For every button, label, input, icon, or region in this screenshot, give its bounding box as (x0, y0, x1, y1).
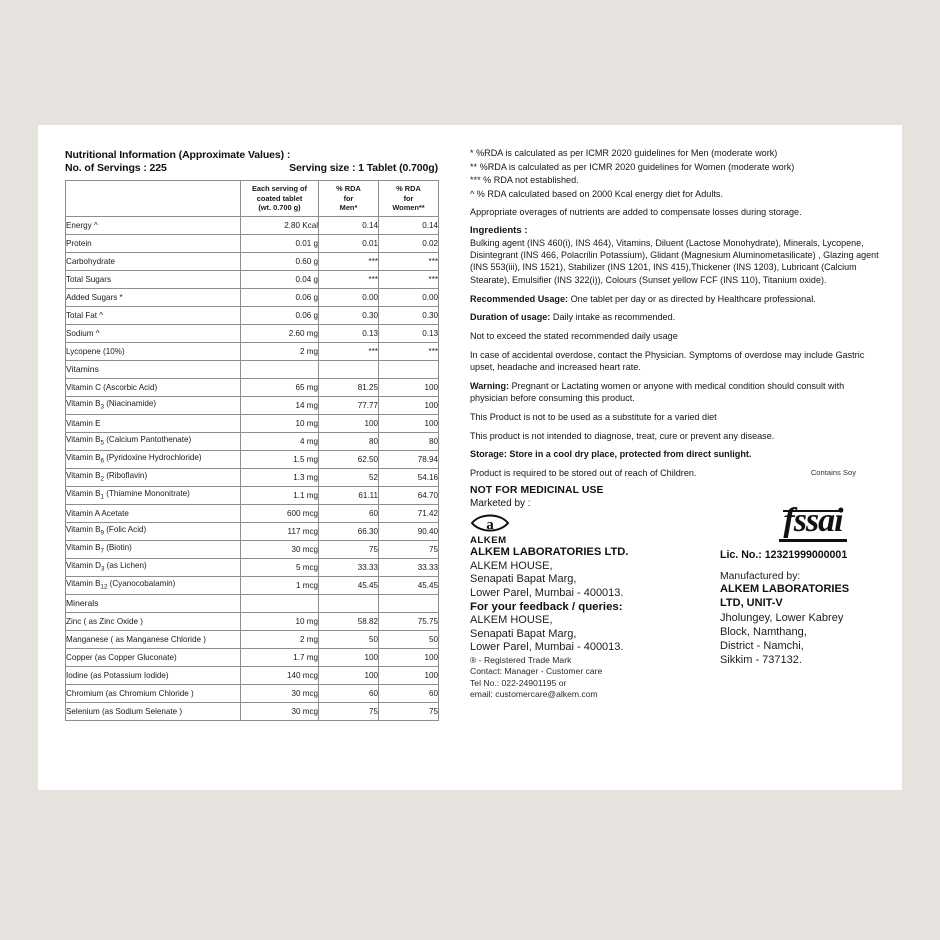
nutritional-information-title: Nutritional Information (Approximate Values) : (65, 149, 291, 161)
cell-rda-men: 60 (319, 684, 379, 702)
cell-serving-amount: 30 mcg (241, 540, 319, 558)
cell-serving-amount: 30 mcg (241, 702, 319, 720)
nutrient-name: Vitamin $B_6$ (Pyridoxine Hydrochloride) (66, 453, 202, 465)
table-row (66, 666, 439, 684)
manufacturer-company-line2: LTD, UNIT-V (720, 596, 783, 609)
header-rda-women-line2: for (403, 193, 414, 203)
not-diagnose-statement: This product is not intended to diagnose, treat, cure or prevent any disease. (470, 430, 775, 441)
nutrient-name: Manganese ( as Manganese Chloride ) (66, 634, 206, 644)
nutrient-subscript: 12 (100, 583, 108, 591)
nutrient-name: Iodine (as Potassium Iodide) (66, 670, 169, 680)
cell-nutrient (66, 234, 241, 252)
cell-rda-women: 100 (379, 378, 439, 396)
cell-rda-men: 61.11 (319, 486, 379, 504)
cell-rda-women: *** (379, 342, 439, 360)
cell-rda-men: 66.30 (319, 522, 379, 540)
cell-rda-men: 100 (319, 666, 379, 684)
table-row (66, 234, 439, 252)
cell-rda-men: 75 (319, 702, 379, 720)
cell-rda-men: 80 (319, 432, 379, 450)
table-row (66, 576, 439, 594)
feedback-address-line2: Senapati Bapat Marg, (470, 627, 577, 640)
cell-serving-amount: 1.7 mg (241, 648, 319, 666)
feedback-heading: For your feedback / queries: (470, 601, 623, 614)
feedback-address-line3: Lower Parel, Mumbai - 400013. (470, 641, 624, 654)
nutrient-name: Total Fat ^ (66, 310, 104, 320)
cell-nutrient (66, 540, 241, 558)
header-rda-men (319, 181, 379, 217)
manufactured-by-label: Manufactured by: (720, 571, 801, 583)
nutrient-name: Vitamin $B_{12}$ (Cyanocobalamin) (66, 579, 176, 591)
cell-nutrient (66, 342, 241, 360)
marketed-by-label: Marketed by : (470, 498, 531, 510)
cell-rda-men: 0.13 (319, 324, 379, 342)
cell-serving-amount: 0.60 g (241, 252, 319, 270)
overdose-statement: In case of accidental overdose, contact the Physician. Symptoms of overdose may include Gastric upset, headache and increased heart rate. (470, 349, 865, 373)
header-serving-line3: (wt. 0.700 g) (258, 203, 301, 212)
manufacturer-address-line4: Sikkim - 737132. (720, 653, 802, 666)
cell-rda-women: 71.42 (379, 504, 439, 522)
nutrient-subscript: 6 (100, 457, 104, 465)
cell-rda-women: 100 (379, 648, 439, 666)
table-row (66, 558, 439, 576)
ingredients-list: Bulking agent (INS 460(i), INS 464), Vitamins, Diluent (Lactose Monohydrate), Minerals, Lycopene, Disintegrant (INS 466, Polacrilin Potassium), Glidant (Magnesium Aluminometasilicate) , Glazing agent (INS 553(iii), INS 1521), Stabilizer (INS 1201, INS 415),Thickener (INS 1203), Lubricant (Calcium Stearate), Emulsifier (INS 322(i)), Colours (Sunset yellow FCF (INS 110), Titanium oxide). (470, 237, 879, 285)
ingredients-heading: Ingredients : (470, 224, 528, 236)
nutrient-name: Copper (as Copper Gluconate) (66, 652, 177, 662)
cell-rda-women: 100 (379, 396, 439, 414)
cell-rda-men: *** (319, 270, 379, 288)
table-row (66, 504, 439, 522)
cell-rda-men: 75 (319, 540, 379, 558)
cell-serving-amount: 0.01 g (241, 234, 319, 252)
cell-nutrient (66, 630, 241, 648)
storage-statement (470, 448, 882, 461)
cell-serving-amount: 0.04 g (241, 270, 319, 288)
cell-rda-women: 75.75 (379, 612, 439, 630)
fssai-wordmark: fssai (779, 504, 846, 542)
cell-rda-women: 90.40 (379, 522, 439, 540)
cell-serving-amount: 4 mg (241, 432, 319, 450)
cell-serving-amount: 1 mcg (241, 576, 319, 594)
nutrient-name: Energy ^ (66, 220, 98, 230)
manufacturer-address-line3: District - Namchi, (720, 639, 804, 652)
fssai-and-manufacturer-block (720, 504, 910, 666)
warning-text: Pregnant or Lactating women or anyone with medical condition should consult with physician before consuming this product. (470, 380, 845, 404)
cell-serving-amount: 0.06 g (241, 288, 319, 306)
nutrient-name: Selenium (as Sodium Selenate ) (66, 706, 183, 716)
nutrient-subscript: 7 (100, 547, 104, 555)
nutrient-name: Carbohydrate (66, 256, 116, 266)
cell-serving-amount: 117 mcg (241, 522, 319, 540)
nutrient-subscript: 3 (100, 403, 104, 411)
table-row (66, 396, 439, 414)
nutrient-name: Sodium ^ (66, 328, 100, 338)
cell-serving-amount: 2.60 mg (241, 324, 319, 342)
cell-nutrient (66, 486, 241, 504)
cell-nutrient (66, 414, 241, 432)
footnote-rda-women: ** %RDA is calculated as per ICMR 2020 guidelines for Women (moderate work) (470, 161, 795, 172)
cell-rda-men: 45.45 (319, 576, 379, 594)
fssai-logo-icon (738, 504, 888, 542)
cell-serving-amount: 2.80 Kcal (241, 216, 319, 234)
cell-nutrient (66, 558, 241, 576)
cell-nutrient (66, 666, 241, 684)
cell-serving-amount: 2 mg (241, 630, 319, 648)
nutrient-name: Total Sugars (66, 274, 111, 284)
contact-person: Contact: Manager - Customer care (470, 666, 603, 677)
cell-nutrient (66, 684, 241, 702)
cell-rda-men: 58.82 (319, 612, 379, 630)
serving-size: Serving size : 1 Tablet (0.700g) (289, 162, 438, 174)
storage-text: Storage: Store in a cool dry place, protected from direct sunlight. (470, 449, 752, 460)
table-row (66, 468, 439, 486)
section-blank-men (319, 360, 379, 378)
not-substitute-statement: This Product is not to be used as a substitute for a varied diet (470, 411, 717, 422)
nutrient-name: Vitamin $B_7$ (Biotin) (66, 543, 132, 555)
nutrient-name: Vitamin $D_3$ (as Lichen) (66, 561, 147, 573)
header-nutrient (66, 181, 241, 217)
nutrient-subscript: 1 (100, 493, 104, 501)
nutrition-table (65, 180, 439, 721)
recommended-usage-label: Recommended Usage: (470, 293, 569, 304)
section-label: Vitamins (66, 360, 241, 378)
cell-rda-men: 100 (319, 414, 379, 432)
nutrient-name: Chromium (as Chromium Chloride ) (66, 688, 194, 698)
cell-rda-women: *** (379, 270, 439, 288)
marketer-block (470, 498, 698, 700)
cell-serving-amount: 1.1 mg (241, 486, 319, 504)
warning-statement (470, 380, 882, 405)
nutrient-name: Zinc ( as Zinc Oxide ) (66, 616, 143, 626)
cell-rda-women: 100 (379, 666, 439, 684)
cell-rda-women: 54.16 (379, 468, 439, 486)
alkem-logo-icon (470, 512, 510, 534)
table-row (66, 648, 439, 666)
table-row (66, 324, 439, 342)
footnote-rda-not-established: *** % RDA not established. (470, 175, 579, 186)
cell-rda-men: *** (319, 252, 379, 270)
cell-rda-women: 0.14 (379, 216, 439, 234)
serving-header-row (65, 162, 438, 175)
table-section-header (66, 360, 439, 378)
recommended-usage-text: One tablet per day or as directed by Healthcare professional. (568, 293, 816, 304)
footnote-energy-basis: ^ % RDA calculated based on 2000 Kcal energy diet for Adults. (470, 188, 723, 199)
cell-nutrient (66, 504, 241, 522)
cell-rda-men: 0.30 (319, 306, 379, 324)
table-row (66, 216, 439, 234)
number-of-servings: No. of Servings : 225 (65, 162, 167, 174)
feedback-address-line1: ALKEM HOUSE, (470, 614, 553, 627)
cell-rda-women: 60 (379, 684, 439, 702)
cell-serving-amount: 5 mcg (241, 558, 319, 576)
header-serving-line2: coated tablet (256, 193, 303, 203)
table-row (66, 684, 439, 702)
header-serving-line1: Each serving of (251, 184, 308, 193)
duration-text: Daily intake as recommended. (550, 312, 676, 323)
cell-serving-amount: 140 mcg (241, 666, 319, 684)
nutrient-name: Vitamin $B_1$ (Thiamine Mononitrate) (66, 489, 190, 501)
nutrient-name: Added Sugars * (66, 292, 123, 302)
fssai-licence-number: Lic. No.: 12321999000001 (720, 549, 848, 562)
cell-nutrient (66, 522, 241, 540)
cell-serving-amount: 0.06 g (241, 306, 319, 324)
cell-nutrient (66, 288, 241, 306)
manufacturer-address-line2: Block, Namthang, (720, 625, 807, 638)
cell-rda-men: 100 (319, 648, 379, 666)
cell-serving-amount: 1.5 mg (241, 450, 319, 468)
not-exceed-statement: Not to exceed the stated recommended daily usage (470, 330, 678, 341)
cell-nutrient (66, 612, 241, 630)
cell-nutrient (66, 432, 241, 450)
table-row (66, 540, 439, 558)
table-row (66, 288, 439, 306)
cell-rda-men: 33.33 (319, 558, 379, 576)
nutrient-name: Protein (66, 238, 92, 248)
table-row (66, 522, 439, 540)
marketer-address-line1: ALKEM HOUSE, (470, 559, 553, 572)
cell-serving-amount: 600 mcg (241, 504, 319, 522)
table-row (66, 486, 439, 504)
table-row (66, 450, 439, 468)
nutrient-subscript: 3 (100, 565, 105, 573)
nutrient-name: Vitamin $B_3$ (Niacinamide) (66, 399, 157, 411)
cell-rda-women: 80 (379, 432, 439, 450)
table-header-row (66, 181, 439, 217)
nutrient-name: Vitamin C (Ascorbic Acid) (66, 382, 158, 392)
nutrient-subscript: 5 (100, 439, 104, 447)
cell-rda-men: *** (319, 342, 379, 360)
cell-rda-women: 33.33 (379, 558, 439, 576)
table-row (66, 702, 439, 720)
not-for-medicinal-use: NOT FOR MEDICINAL USE (470, 485, 604, 497)
table-row (66, 432, 439, 450)
nutrient-name: Vitamin $B_5$ (Calcium Pantothenate) (66, 435, 192, 447)
nutrient-name: Vitamin A Acetate (66, 508, 129, 518)
duration-of-usage (470, 311, 882, 324)
cell-serving-amount: 10 mg (241, 612, 319, 630)
cell-rda-men: 0.00 (319, 288, 379, 306)
nutrient-name: Vitamin $B_9$ (Folic Acid) (66, 525, 147, 537)
header-rda-men-line3: Men* (339, 203, 358, 212)
section-blank-men (319, 594, 379, 612)
cell-nutrient (66, 702, 241, 720)
header-rda-women-line3: Women** (392, 203, 425, 212)
cell-nutrient (66, 576, 241, 594)
duration-label: Duration of usage: (470, 312, 551, 323)
cell-nutrient (66, 216, 241, 234)
cell-rda-men: 62.50 (319, 450, 379, 468)
contains-soy-allergen: Contains Soy (810, 467, 856, 477)
cell-serving-amount: 10 mg (241, 414, 319, 432)
cell-rda-women: 100 (379, 414, 439, 432)
contact-email: email: customercare@alkem.com (470, 689, 598, 700)
header-serving (241, 181, 319, 217)
cell-rda-men: 0.14 (319, 216, 379, 234)
manufacturer-company-line1: ALKEM LABORATORIES (720, 583, 850, 596)
cell-rda-women: 0.02 (379, 234, 439, 252)
nutrient-subscript: 9 (100, 529, 104, 537)
table-row (66, 612, 439, 630)
cell-rda-women: 75 (379, 540, 439, 558)
cell-rda-men: 60 (319, 504, 379, 522)
cell-rda-women: 0.13 (379, 324, 439, 342)
header-rda-men-line2: for (343, 193, 354, 203)
cell-rda-men: 77.77 (319, 396, 379, 414)
nutrition-label-card (38, 125, 902, 790)
cell-rda-women: 0.00 (379, 288, 439, 306)
footer-blocks (470, 498, 882, 700)
nutrition-panel (65, 149, 445, 721)
warning-label: Warning: (470, 380, 510, 391)
cell-rda-women: 0.30 (379, 306, 439, 324)
cell-serving-amount: 14 mg (241, 396, 319, 414)
section-blank-serving (241, 594, 319, 612)
footnote-rda-men: * %RDA is calculated as per ICMR 2020 guidelines for Men (moderate work) (470, 148, 778, 158)
out-of-reach-text: Product is required to be stored out of reach of Children. (470, 467, 697, 478)
header-rda-men-line1: % RDA (336, 184, 361, 193)
table-row (66, 252, 439, 270)
cell-nutrient (66, 396, 241, 414)
recommended-usage (470, 293, 882, 306)
marketer-company: ALKEM LABORATORIES LTD. (470, 546, 629, 559)
cell-nutrient (66, 252, 241, 270)
manufacturer-address-line1: Jholungey, Lower Kabrey (720, 611, 844, 624)
section-blank-women (379, 360, 439, 378)
alkem-wordmark: ALKEM (470, 535, 507, 547)
cell-nutrient (66, 306, 241, 324)
section-blank-serving (241, 360, 319, 378)
cell-serving-amount: 65 mg (241, 378, 319, 396)
cell-rda-men: 50 (319, 630, 379, 648)
cell-nutrient (66, 468, 241, 486)
nutrient-name: Vitamin E (66, 418, 101, 428)
table-row (66, 414, 439, 432)
nutrition-table-body (66, 216, 439, 720)
table-row (66, 306, 439, 324)
contact-telephone: Tel No.: 022-24901195 or (470, 677, 567, 688)
cell-serving-amount: 2 mg (241, 342, 319, 360)
nutrient-name: Vitamin $B_2$ (Riboflavin) (66, 471, 148, 483)
table-section-header (66, 594, 439, 612)
header-rda-women-line1: % RDA (396, 184, 421, 193)
cell-rda-men: 0.01 (319, 234, 379, 252)
cell-rda-women: 75 (379, 702, 439, 720)
cell-rda-women: 78.94 (379, 450, 439, 468)
cell-serving-amount: 30 mcg (241, 684, 319, 702)
cell-rda-men: 52 (319, 468, 379, 486)
svg-text:a: a (486, 517, 494, 534)
nutrient-subscript: 2 (100, 475, 104, 483)
cell-nutrient (66, 450, 241, 468)
cell-rda-men: 81.25 (319, 378, 379, 396)
cell-nutrient (66, 324, 241, 342)
table-row (66, 270, 439, 288)
marketer-address-line2: Senapati Bapat Marg, (470, 573, 577, 586)
table-row (66, 378, 439, 396)
table-row (66, 630, 439, 648)
cell-nutrient (66, 270, 241, 288)
nutrient-name: Lycopene (10%) (66, 346, 125, 356)
header-rda-women (379, 181, 439, 217)
cell-nutrient (66, 648, 241, 666)
cell-rda-women: 45.45 (379, 576, 439, 594)
table-row (66, 342, 439, 360)
cell-serving-amount: 1.3 mg (241, 468, 319, 486)
registered-trademark-note: ® - Registered Trade Mark (470, 654, 572, 665)
marketer-address-line3: Lower Parel, Mumbai - 400013. (470, 586, 624, 599)
cell-nutrient (66, 378, 241, 396)
section-blank-women (379, 594, 439, 612)
label-info-panel (470, 147, 882, 700)
out-of-reach-statement (470, 467, 882, 480)
cell-rda-women: *** (379, 252, 439, 270)
section-label: Minerals (66, 594, 241, 612)
overages-statement: Appropriate overages of nutrients are added to compensate losses during storage. (470, 207, 802, 218)
cell-rda-women: 64.70 (379, 486, 439, 504)
cell-rda-women: 50 (379, 630, 439, 648)
